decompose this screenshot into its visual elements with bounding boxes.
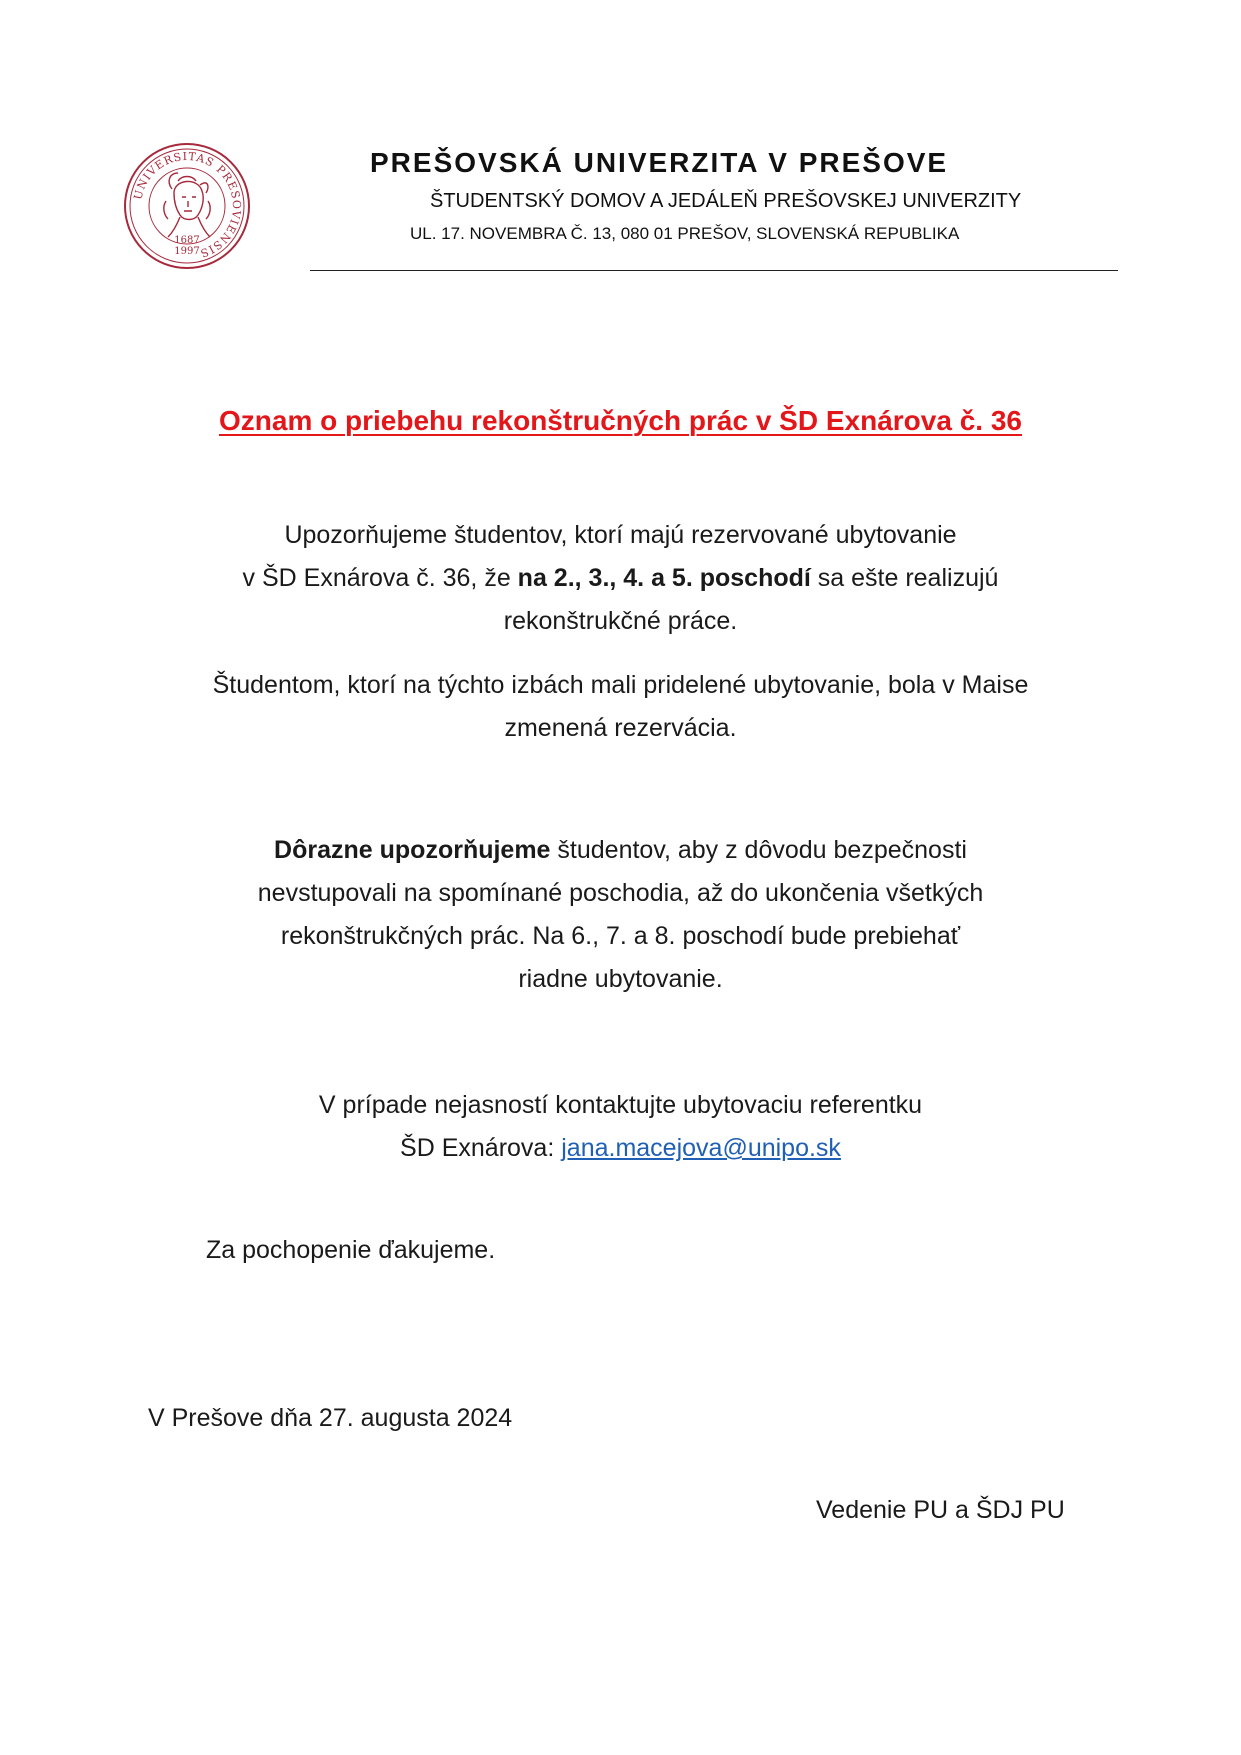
email-link[interactable]: jana.macejova@unipo.sk	[561, 1134, 841, 1162]
notice-title-row	[0, 405, 1241, 437]
signature: Vedenie PU a ŠDJ PU	[816, 1496, 1065, 1524]
paragraph-line	[0, 1127, 1241, 1170]
paragraph-warning	[0, 514, 1241, 643]
header-divider	[310, 270, 1118, 271]
notice-title: Oznam o priebehu rekonštručných prác v ŠD Exnárova č. 36	[219, 405, 1022, 436]
thanks-text: Za pochopenie ďakujeme.	[206, 1236, 496, 1264]
dorm-name: ŠTUDENTSKÝ DOMOV A JEDÁLEŇ PREŠOVSKEJ UNIVERZITY	[430, 190, 1022, 212]
emphasis-bold-text: Dôrazne upozorňujeme	[274, 836, 551, 864]
paragraph-line: rekonštrukčných prác. Na 6., 7. a 8. poschodí bude prebiehať	[280, 922, 961, 950]
seal-ring-text: UNIVERSITAS PRESOVIENSIS	[131, 149, 244, 261]
address-line: UL. 17. NOVEMBRA Č. 13, 080 01 PREŠOV, SLOVENSKÁ REPUBLIKA	[410, 224, 960, 243]
floors-bold-text: na 2., 3., 4. a 5. poschodí	[517, 564, 811, 592]
paragraph-line	[0, 557, 1241, 600]
text-fragment: ŠD Exnárova:	[400, 1134, 562, 1162]
seal-year-founded: 1687	[174, 235, 200, 246]
seal-year-established: 1997	[174, 246, 200, 257]
paragraph-line: V prípade nejasností kontaktujte ubytovaciu referentku	[318, 1091, 923, 1119]
paragraph-line: rekonštrukčné práce.	[503, 607, 738, 635]
paragraph-line: riadne ubytovanie.	[518, 965, 723, 993]
paragraph-contact	[0, 1084, 1241, 1170]
paragraph-line: nevstupovali na spomínané poschodia, až do ukončenia všetkých	[257, 879, 984, 907]
text-fragment: študentov, aby z dôvodu bezpečnosti	[550, 836, 967, 864]
paragraph-line: Študentom, ktorí na týchto izbách mali pridelené ubytovanie, bola v Maise	[212, 671, 1029, 699]
paragraph-reservation	[0, 664, 1241, 750]
text-fragment: v ŠD Exnárova č. 36, že	[242, 564, 518, 592]
paragraph-line	[0, 829, 1241, 872]
paragraph-line: zmenená rezervácia.	[504, 714, 737, 742]
paragraph-line: Upozorňujeme študentov, ktorí majú rezervované ubytovanie	[284, 521, 957, 549]
text-fragment: sa ešte realizujú	[810, 564, 999, 592]
paragraph-safety	[0, 829, 1241, 1001]
university-seal-logo	[122, 141, 252, 271]
university-name: PREŠOVSKÁ UNIVERZITA V PREŠOVE	[370, 147, 949, 178]
date-line: V Prešove dňa 27. augusta 2024	[148, 1404, 513, 1432]
